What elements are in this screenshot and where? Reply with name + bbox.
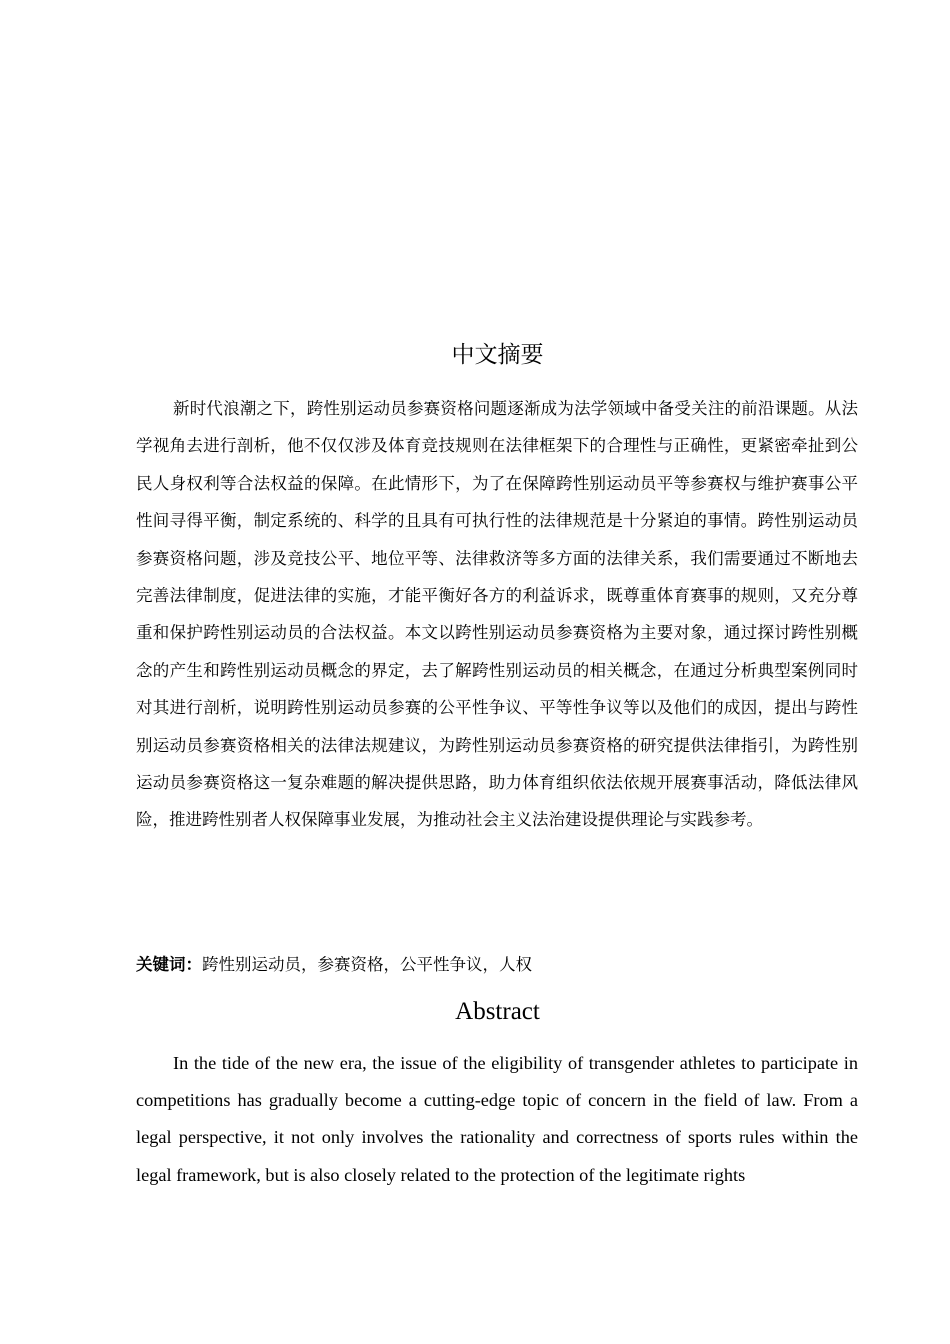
chinese-abstract-title: 中文摘要 — [451, 342, 544, 368]
english-abstract-body: In the tide of the new era, the issue of the eligibility of transgender athletes to participate in competitions has gradually become a cutting-edge topic of concern in the field of law. From a legal perspective, it not only involves the rationality and correctness of sports rules within the legal framework, but is also closely related to the protection of the legitimate rights — [136, 1053, 858, 1185]
chinese-abstract-body: 新时代浪潮之下，跨性别运动员参赛资格问题逐渐成为法学领域中备受关注的前沿课题。从法学视角去进行剖析，他不仅仅涉及体育竞技规则在法律框架下的合理性与正确性，更紧密牵扯到公民人身权利等合法权益的保障。在此情形下，为了在保障跨性别运动员平等参赛权与维护赛事公平性间寻得平衡，制定系统的、科学的且具有可执行性的法律规范是十分紧迫的事情。跨性别运动员参赛资格问题，涉及竞技公平、地位平等、法律救济等多方面的法律关系，我们需要通过不断地去完善法律制度，促进法律的实施，才能平衡好各方的利益诉求，既尊重体育赛事的规则，又充分尊重和保护跨性别运动员的合法权益。本文以跨性别运动员参赛资格为主要对象，通过探讨跨性别概念的产生和跨性别运动员概念的界定，去了解跨性别运动员的相关概念，在通过分析典型案例同时对其进行剖析，说明跨性别运动员参赛的公平性争议、平等性争议等以及他们的成因，提出与跨性别运动员参赛资格相关的法律法规建议，为跨性别运动员参赛资格的研究提供法律指引，为跨性别运动员参赛资格这一复杂难题的解决提供思路，助力体育组织依法依规开展赛事活动，降低法律风险，推进跨性别者人权保障事业发展，为推动社会主义法治建设提供理论与实践参考。 — [136, 399, 858, 830]
keywords-label: 关键词： — [136, 955, 202, 974]
english-abstract-title: Abstract — [455, 998, 540, 1025]
keywords-line — [136, 951, 858, 979]
keywords-text: 跨性别运动员，参赛资格，公平性争议，人权 — [202, 955, 532, 974]
